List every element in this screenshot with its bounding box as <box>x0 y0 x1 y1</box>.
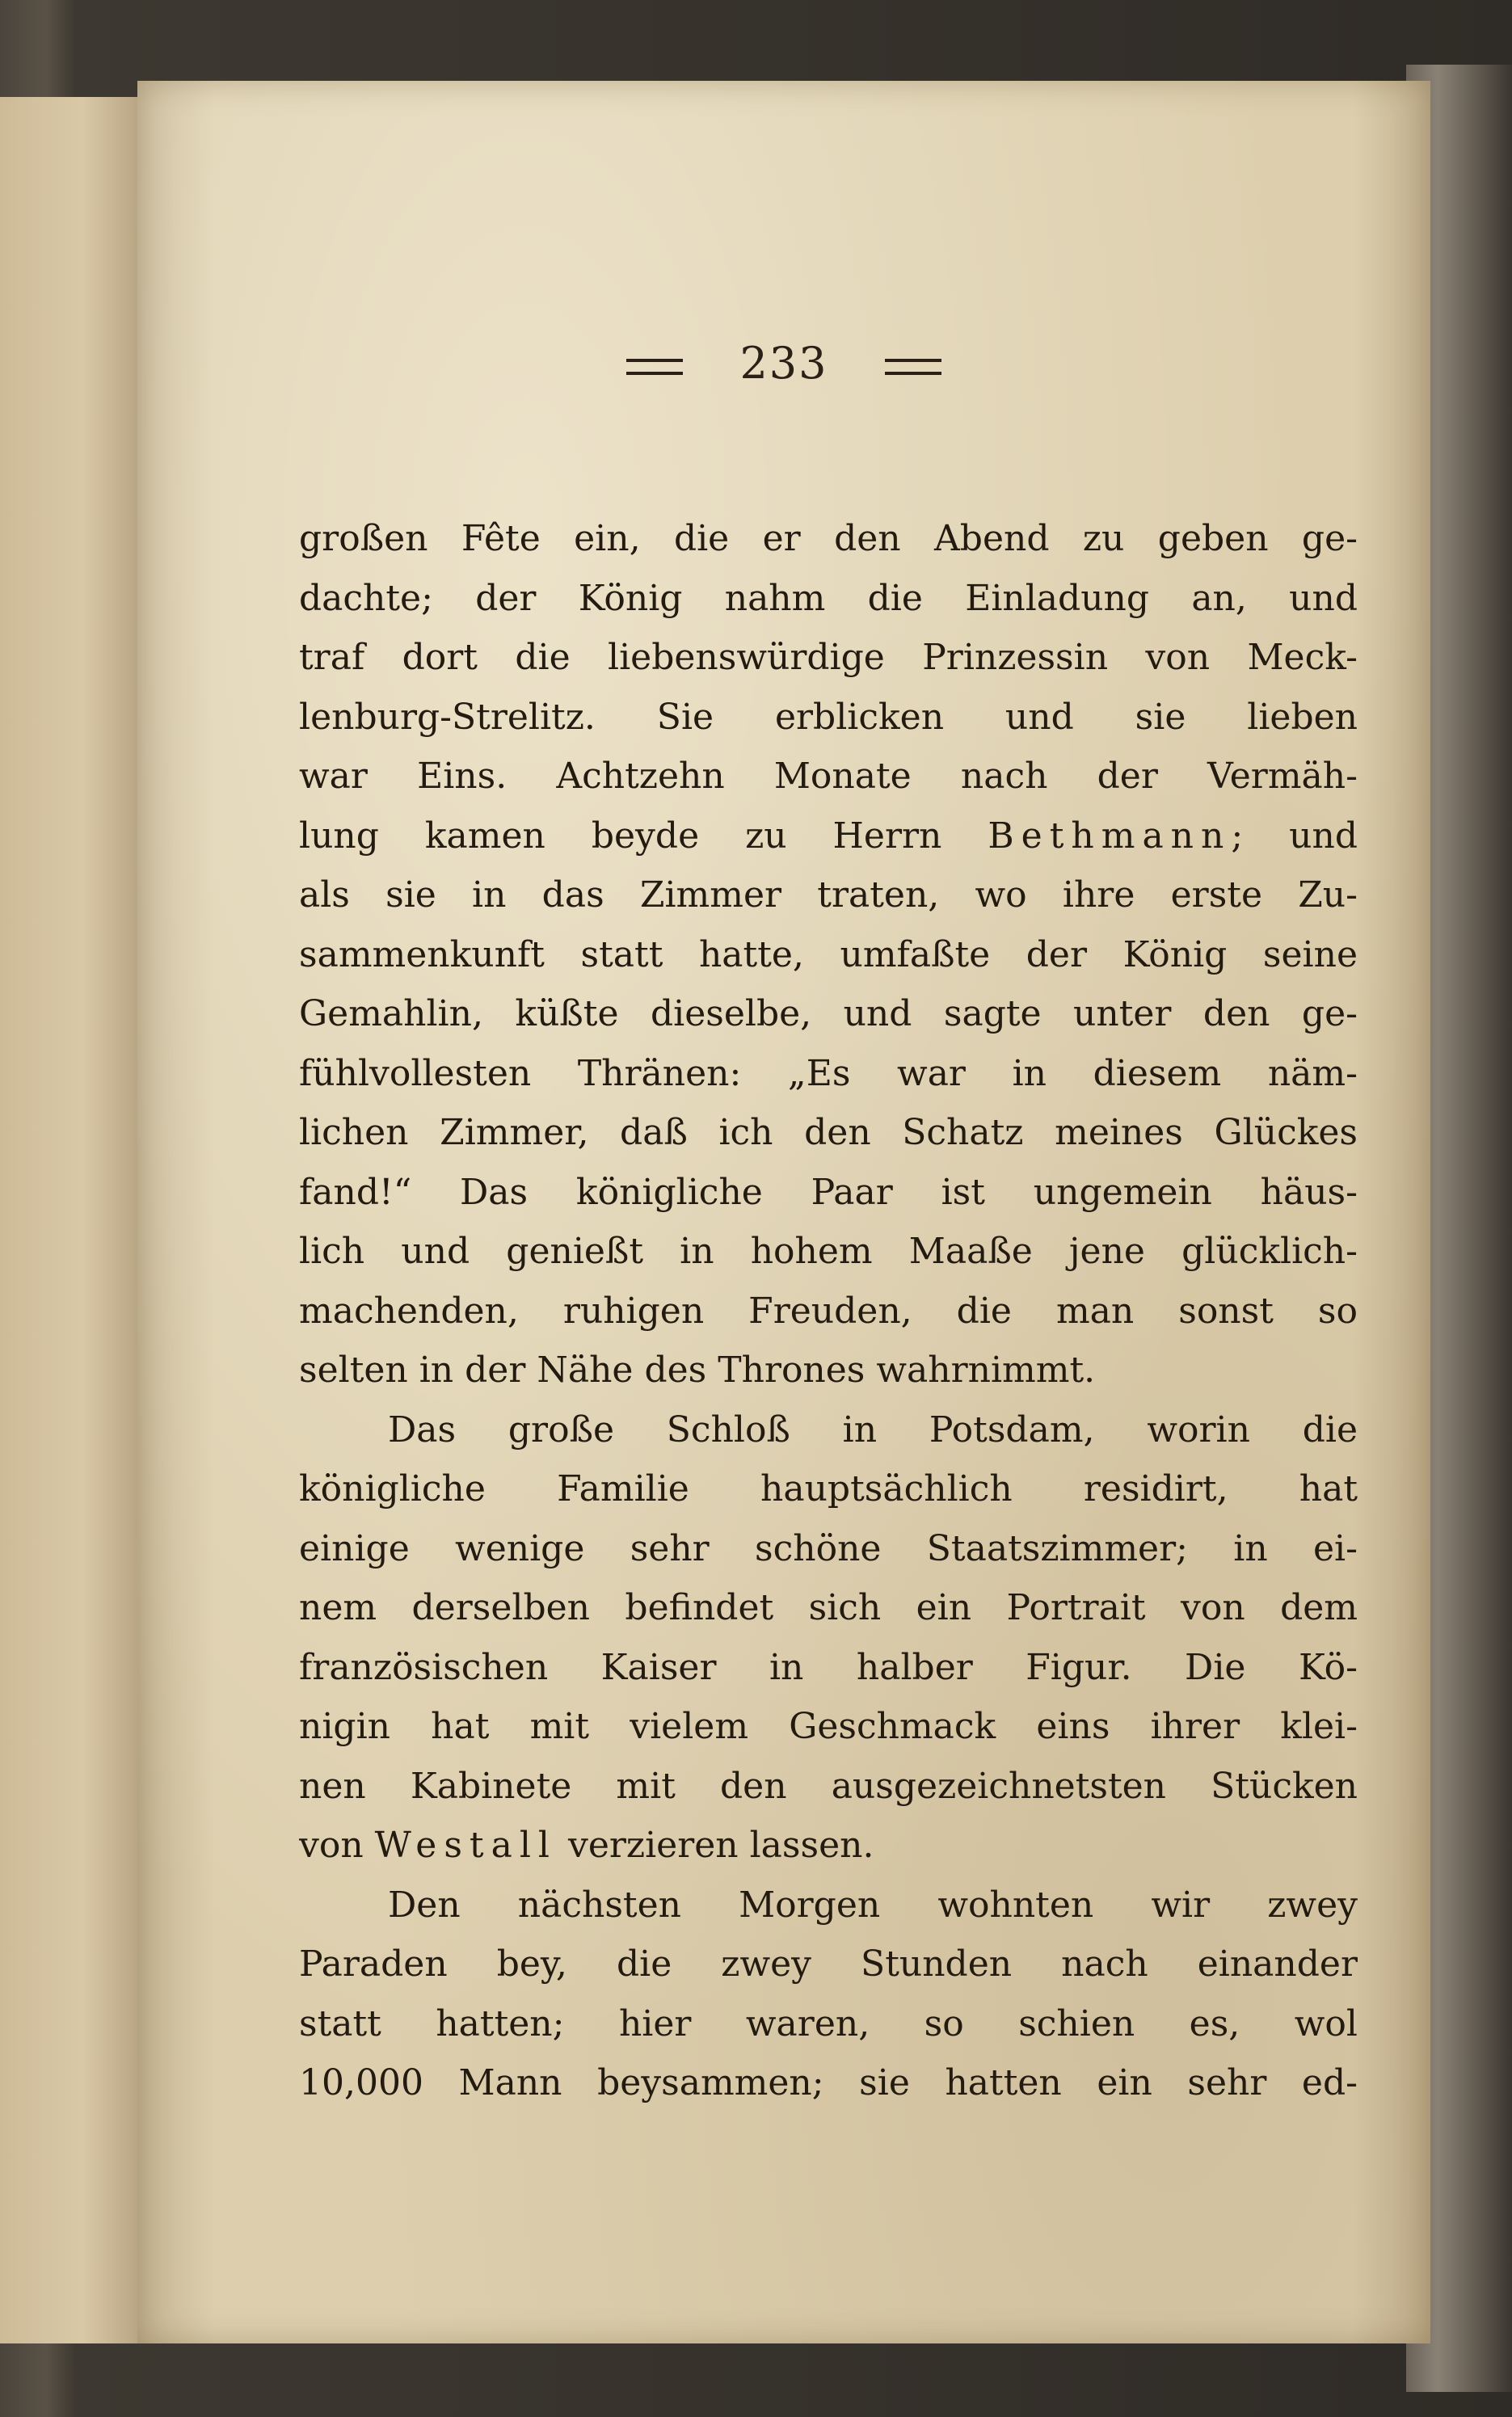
header-rule-right <box>885 359 941 375</box>
text-line: fand!“ Das königliche Paar ist ungemein häus- <box>299 1171 1358 1213</box>
text-line: lenburg-Strelitz. Sie erblicken und sie lieben <box>299 696 1358 738</box>
text-line: 10,000 Mann beysammen; sie hatten ein sehr ed- <box>299 2062 1358 2103</box>
text-line: Das große Schloß in Potsdam, worin die <box>388 1409 1358 1451</box>
text-line: lich und genießt in hohem Maaße jene glücklich- <box>299 1231 1358 1272</box>
text-line: war Eins. Achtzehn Monate nach der Vermäh- <box>299 756 1358 797</box>
text-line: als sie in das Zimmer traten, wo ihre erste Zu- <box>299 874 1358 916</box>
page-number: 233 <box>739 338 828 389</box>
spaced-name: Westall <box>374 1825 557 1866</box>
text-line: Paraden bey, die zwey Stunden nach einander <box>299 1943 1358 1985</box>
text-line: machenden, ruhigen Freuden, die man sonst so <box>299 1290 1358 1332</box>
text-line: selten in der Nähe des Thrones wahrnimmt. <box>299 1350 1096 1391</box>
text-line: traf dort die liebenswürdige Prinzessin von Meck- <box>299 637 1358 678</box>
text-line: Gemahlin, küßte dieselbe, und sagte unter den ge- <box>299 993 1358 1034</box>
text-line: großen Fête ein, die er den Abend zu geben ge- <box>299 518 1358 559</box>
spaced-name: Bethmann <box>988 815 1232 857</box>
book-page <box>137 81 1430 2343</box>
text-run: ; und <box>1231 815 1358 857</box>
text-line <box>299 806 1358 866</box>
text-run: von <box>299 1825 375 1866</box>
text-line: nem derselben befindet sich ein Portrait von dem <box>299 1587 1358 1628</box>
text-run: verzieren lassen. <box>557 1825 874 1866</box>
text-run: lung kamen beyde zu Herrn <box>299 815 988 857</box>
text-line: französischen Kaiser in halber Figur. Die Kö- <box>299 1646 1358 1688</box>
header-rule-left <box>626 359 683 375</box>
facing-page-edge <box>0 97 137 2343</box>
text-line: dachte; der König nahm die Einladung an, und <box>299 577 1358 619</box>
text-line: statt hatten; hier waren, so schien es, wol <box>299 2002 1358 2044</box>
page-text <box>299 509 1358 2113</box>
text-line: einige wenige sehr schöne Staatszimmer; in ei- <box>299 1527 1358 1569</box>
text-line: lichen Zimmer, daß ich den Schatz meines Glückes <box>299 1112 1358 1153</box>
text-line: fühlvollesten Thränen: „Es war in diesem näm- <box>299 1052 1358 1094</box>
text-line: königliche Familie hauptsächlich residirt, hat <box>299 1468 1358 1510</box>
text-line: nigin hat mit vielem Geschmack eins ihrer klei- <box>299 1706 1358 1747</box>
text-line: nen Kabinete mit den ausgezeichnetsten Stücken <box>299 1765 1358 1807</box>
text-line: sammenkunft statt hatte, umfaßte der König seine <box>299 933 1358 975</box>
text-line <box>299 1816 1358 1876</box>
page-header <box>137 338 1430 402</box>
text-line: Den nächsten Morgen wohnten wir zwey <box>388 1884 1358 1926</box>
